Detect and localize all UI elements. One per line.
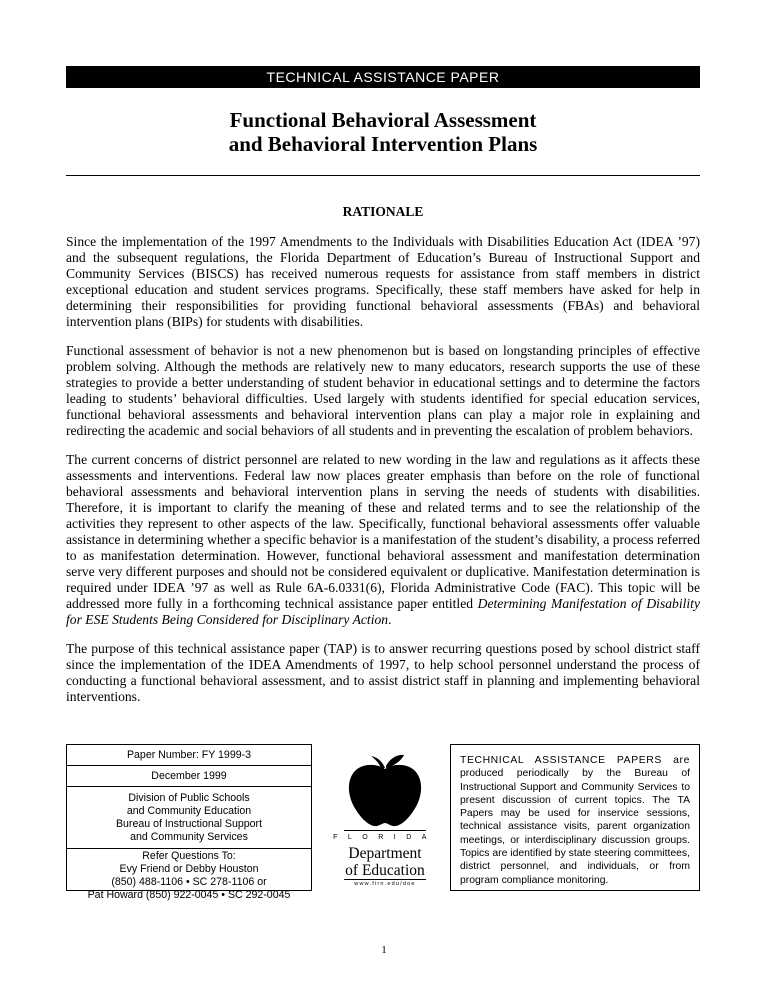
paragraph-2: Functional assessment of behavior is not a new phenomenon but is based on longstanding principles of effective problem solving. Although the methods are relatively new to many educators, research supports the use of these strategies to provide a better understanding of student behavior in educational settings and to determine the factors leading to students’ behavioral difficulties. Used largely with students identified for special education services, functional behavioral assessments and behavioral intervention plans can play a major role in explaining and redirecting the academic and social behaviors of all students and in preventing the escalation of problem behaviors.: [66, 343, 700, 438]
tap-lead: TECHNICAL ASSISTANCE PAPERS are: [460, 755, 690, 766]
title-divider: [66, 175, 700, 176]
page-number: 1: [381, 944, 387, 956]
logo-url: www.firn.edu/doe: [354, 881, 416, 887]
division-block: [67, 787, 311, 849]
title-line-1: Functional Behavioral Assessment: [229, 108, 537, 132]
paper-date: December 1999: [67, 766, 311, 787]
logo-rule: [344, 879, 426, 880]
document-type-banner: TECHNICAL ASSISTANCE PAPER: [66, 66, 700, 88]
division-line: and Community Education: [126, 805, 252, 817]
paragraph-3: [66, 452, 700, 628]
department-logo: [330, 752, 440, 892]
paper-number: Paper Number: FY 1999-3: [67, 745, 311, 766]
contact-block: [67, 849, 311, 901]
contact-line: (850) 488-1106 • SC 278-1106 or: [111, 876, 267, 888]
title-line-2: and Behavioral Intervention Plans: [228, 132, 538, 156]
division-line: Division of Public Schools: [128, 792, 250, 804]
division-line: Bureau of Instructional Support: [115, 818, 263, 830]
division-line: and Community Services: [130, 831, 248, 843]
logo-state: FLORIDA: [333, 834, 437, 841]
paragraph-3-citation: Determining Manifestation of Disability for ESE Students Being Considered for Disciplinary Action: [66, 596, 700, 627]
paragraph-3-end: .: [388, 612, 392, 627]
contact-line: Evy Friend or Debby Houston: [119, 863, 259, 875]
apple-icon: [330, 752, 440, 832]
page-title: [66, 108, 700, 156]
logo-rule: [344, 830, 426, 831]
paper-info-box: [66, 744, 312, 901]
paragraph-3-text: The current concerns of district personnel are related to new wording in the law and regulations as it affects these assessments and interventions. Federal law now places greater emphasis than before on the role of functional behavioral assessments and behavioral intervention plans in serving the needs of students with disabilities. Therefore, it is important to clarify the meaning of these and related terms and to see the relationship of the activities they represent to other aspects of the law. Specifically, functional behavioral assessments offer valuable assistance in determining whether a specific behavior is a manifestation of the student’s disability, a process referred to as manifestation determination. However, functional behavioral assessment and manifestation determination serve very different purposes and should not be considered equivalent or duplicative. Manifestation determination is required under IDEA ’97 as well as Rule 6A-6.0331(6), Florida Administrative Code (FAC). This topic will be addressed more fully in a forthcoming technical assistance paper entitled: [66, 452, 700, 611]
tap-description: produced periodically by the Bureau of Instructional Support and Community Services to present discussion of current topics. The TA Papers may be used for inservice sessions, technical assistance visits, parent organization meetings, or interdisciplinary discussion groups. Topics are identified by state steering committees, district personnel, and individuals, or from program compliance monitoring.: [460, 768, 690, 886]
contact-line: Refer Questions To:: [142, 850, 236, 862]
body-text: [66, 234, 700, 718]
contact-line: Pat Howard (850) 922-0045 • SC 292-0045: [87, 889, 291, 901]
tap-description-box: [450, 744, 700, 891]
logo-line-2: of Education: [345, 862, 425, 879]
section-heading: RATIONALE: [342, 204, 424, 219]
logo-department: [330, 845, 440, 879]
paragraph-4: The purpose of this technical assistance paper (TAP) is to answer recurring questions posed by school district staff since the implementation of the IDEA Amendments of 1997, to help school personnel understand the process of conducting a functional behavioral assessment, and to assist district staff in planning and implementing behavioral interventions.: [66, 641, 700, 704]
logo-line-1: Department: [348, 845, 422, 862]
paragraph-1: Since the implementation of the 1997 Amendments to the Individuals with Disabilities Education Act (IDEA ’97) and the subsequent regulations, the Florida Department of Education’s Bureau of Instructional Support and Community Services (BISCS) has received numerous requests for assistance from staff members in district exceptional education and student services programs. Specifically, these staff members have asked for help in determining their responsibilities for providing functional behavioral assessments (FBAs) and behavioral intervention plans (BIPs) for students with disabilities.: [66, 234, 700, 329]
